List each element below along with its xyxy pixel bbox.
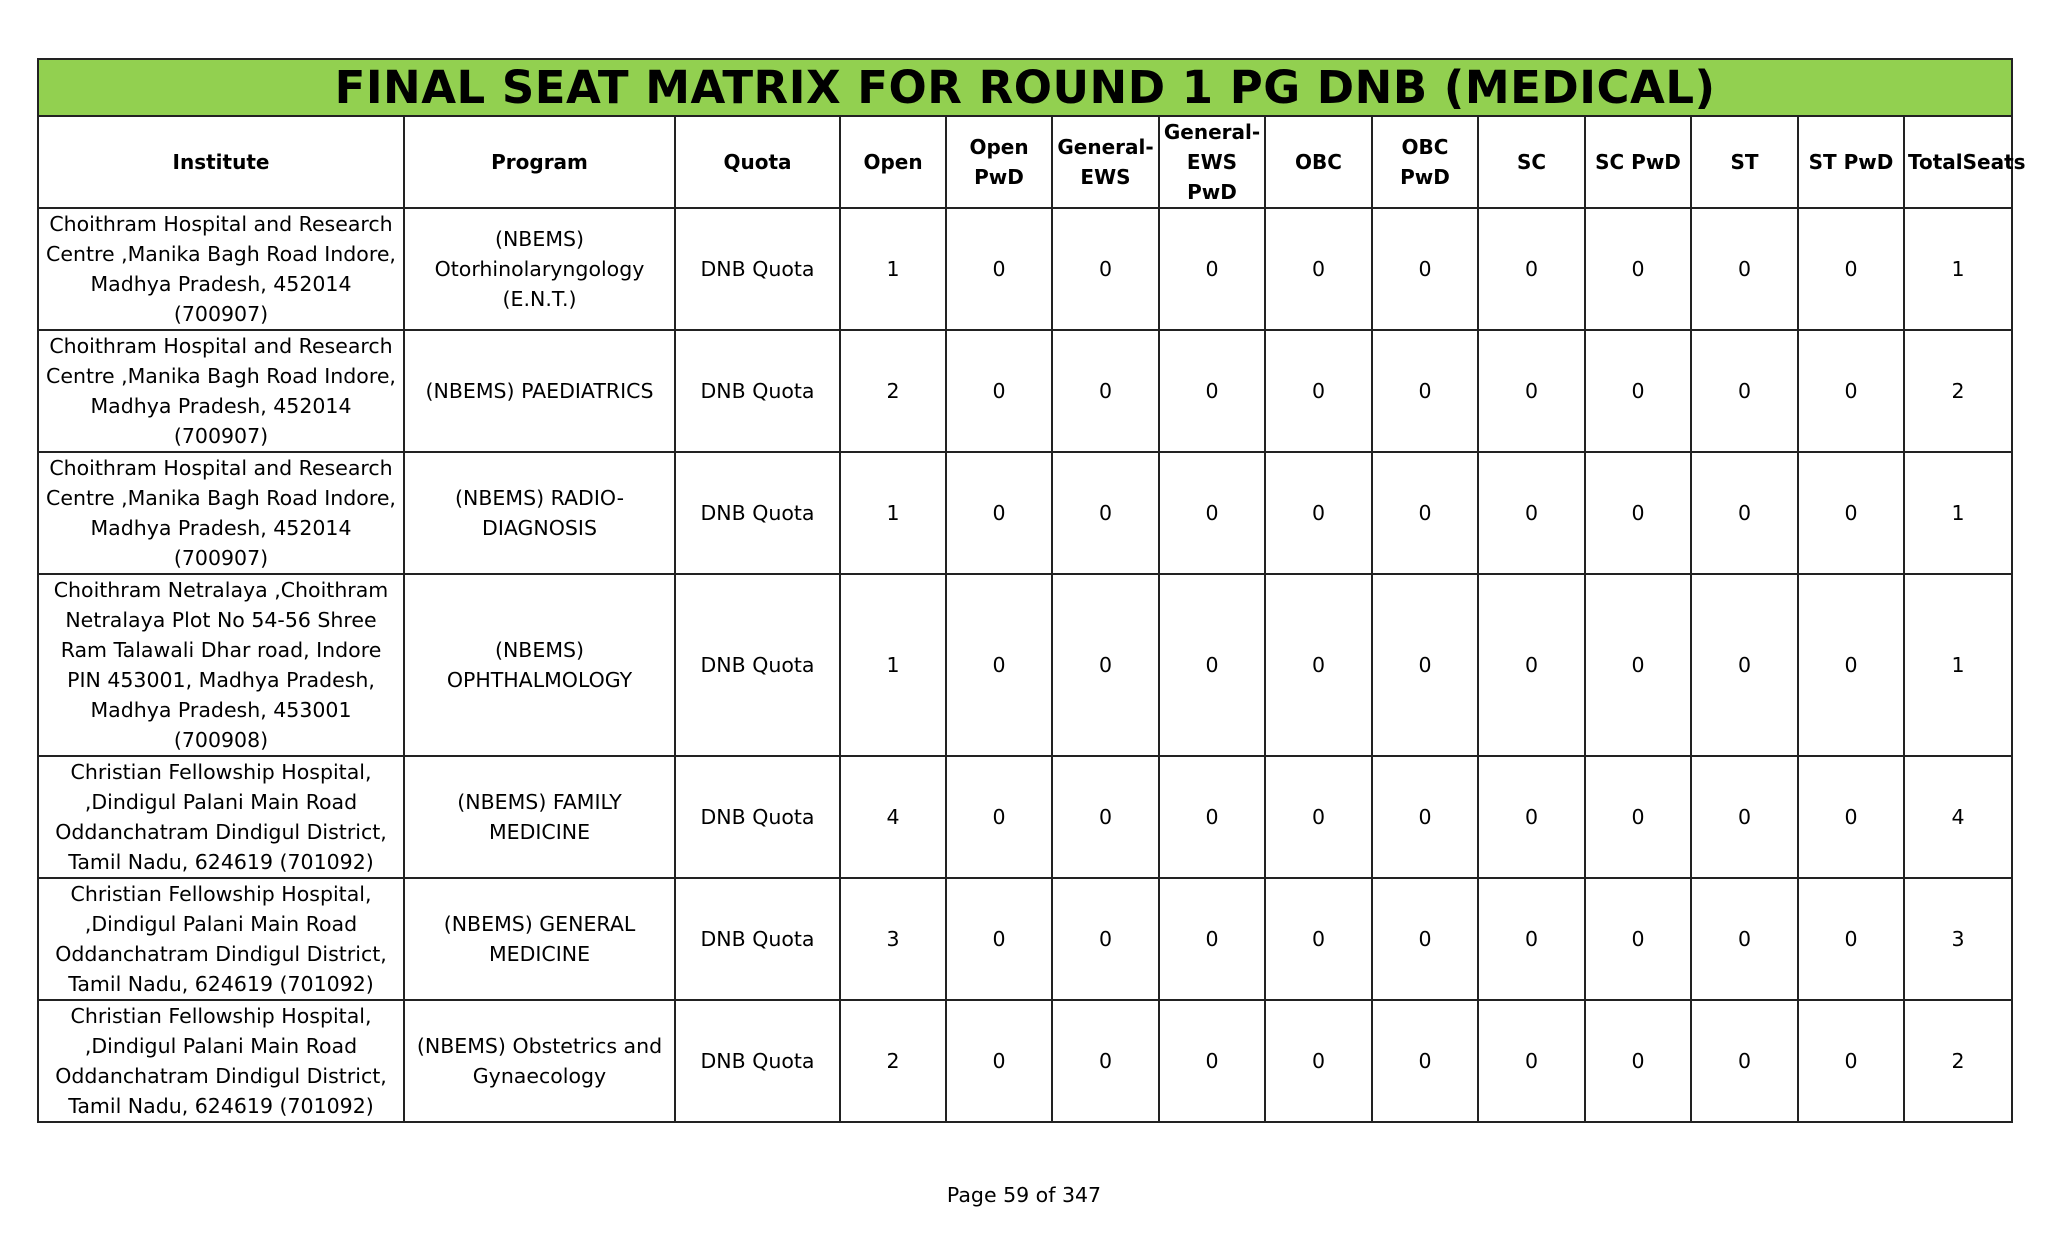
cell-sc: 0 <box>1478 756 1585 878</box>
cell-general-ews-pwd: 0 <box>1159 574 1265 756</box>
table-row <box>38 574 2012 756</box>
cell-sc: 0 <box>1478 878 1585 1000</box>
cell-total-seats: 3 <box>1904 878 2012 1000</box>
cell-st: 0 <box>1691 756 1798 878</box>
cell-institute: Choithram Hospital and Research Centre ,Manika Bagh Road Indore, Madhya Pradesh, 452014 (700907) <box>38 330 404 452</box>
cell-open-pwd: 0 <box>946 208 1052 330</box>
cell-program: (NBEMS) GENERAL MEDICINE <box>404 878 675 1000</box>
cell-sc-pwd: 0 <box>1585 878 1691 1000</box>
table-row <box>38 330 2012 452</box>
table-body <box>38 208 2012 1122</box>
header-general-ews-pwd: General-EWS PwD <box>1159 116 1265 208</box>
table-title: FINAL SEAT MATRIX FOR ROUND 1 PG DNB (MEDICAL) <box>38 59 2012 116</box>
cell-sc: 0 <box>1478 208 1585 330</box>
header-sc-pwd: SC PwD <box>1585 116 1691 208</box>
header-general-ews: General-EWS <box>1052 116 1159 208</box>
cell-open-pwd: 0 <box>946 330 1052 452</box>
header-obc: OBC <box>1265 116 1372 208</box>
cell-general-ews-pwd: 0 <box>1159 756 1265 878</box>
cell-obc: 0 <box>1265 878 1372 1000</box>
header-obc-pwd: OBC PwD <box>1372 116 1478 208</box>
cell-institute: Choithram Netralaya ,Choithram Netralaya Plot No 54-56 Shree Ram Talawali Dhar road, Indore PIN 453001, Madhya Pradesh, Madhya Pradesh, 453001 (700908) <box>38 574 404 756</box>
cell-open-pwd: 0 <box>946 574 1052 756</box>
cell-open: 1 <box>840 574 946 756</box>
cell-total-seats: 1 <box>1904 452 2012 574</box>
cell-st-pwd: 0 <box>1798 330 1904 452</box>
cell-sc-pwd: 0 <box>1585 452 1691 574</box>
cell-obc: 0 <box>1265 756 1372 878</box>
cell-institute: Christian Fellowship Hospital, ,Dindigul Palani Main Road Oddanchatram Dindigul District, Tamil Nadu, 624619 (701092) <box>38 756 404 878</box>
cell-st: 0 <box>1691 452 1798 574</box>
cell-open-pwd: 0 <box>946 1000 1052 1122</box>
cell-st: 0 <box>1691 330 1798 452</box>
cell-open: 3 <box>840 878 946 1000</box>
table-row <box>38 1000 2012 1122</box>
cell-obc: 0 <box>1265 452 1372 574</box>
header-program: Program <box>404 116 675 208</box>
cell-obc: 0 <box>1265 1000 1372 1122</box>
cell-st: 0 <box>1691 878 1798 1000</box>
header-open-pwd: Open PwD <box>946 116 1052 208</box>
cell-open: 4 <box>840 756 946 878</box>
cell-st: 0 <box>1691 1000 1798 1122</box>
cell-total-seats: 1 <box>1904 574 2012 756</box>
cell-sc-pwd: 0 <box>1585 574 1691 756</box>
page-number: Page 59 of 347 <box>946 1183 1102 1207</box>
cell-program: (NBEMS) PAEDIATRICS <box>404 330 675 452</box>
header-open: Open <box>840 116 946 208</box>
cell-obc: 0 <box>1265 208 1372 330</box>
cell-general-ews: 0 <box>1052 452 1159 574</box>
cell-general-ews: 0 <box>1052 1000 1159 1122</box>
cell-obc-pwd: 0 <box>1372 452 1478 574</box>
cell-open: 2 <box>840 1000 946 1122</box>
cell-obc: 0 <box>1265 330 1372 452</box>
header-st-pwd: ST PwD <box>1798 116 1904 208</box>
cell-sc: 0 <box>1478 452 1585 574</box>
cell-obc-pwd: 0 <box>1372 756 1478 878</box>
cell-total-seats: 2 <box>1904 330 2012 452</box>
seat-matrix-table <box>37 58 2026 1123</box>
cell-general-ews: 0 <box>1052 574 1159 756</box>
cell-general-ews: 0 <box>1052 330 1159 452</box>
cell-st-pwd: 0 <box>1798 1000 1904 1122</box>
cell-open-pwd: 0 <box>946 452 1052 574</box>
cell-program: (NBEMS) Obstetrics and Gynaecology <box>404 1000 675 1122</box>
cell-general-ews-pwd: 0 <box>1159 208 1265 330</box>
cell-obc-pwd: 0 <box>1372 574 1478 756</box>
cell-sc-pwd: 0 <box>1585 330 1691 452</box>
table-row <box>38 878 2012 1000</box>
cell-sc-pwd: 0 <box>1585 1000 1691 1122</box>
table-row <box>38 452 2012 574</box>
cell-general-ews-pwd: 0 <box>1159 1000 1265 1122</box>
cell-general-ews-pwd: 0 <box>1159 878 1265 1000</box>
cell-quota: DNB Quota <box>675 878 840 1000</box>
cell-sc-pwd: 0 <box>1585 756 1691 878</box>
cell-total-seats: 1 <box>1904 208 2012 330</box>
cell-quota: DNB Quota <box>675 330 840 452</box>
cell-general-ews-pwd: 0 <box>1159 452 1265 574</box>
cell-general-ews-pwd: 0 <box>1159 330 1265 452</box>
header-st: ST <box>1691 116 1798 208</box>
cell-program: (NBEMS) OPHTHALMOLOGY <box>404 574 675 756</box>
cell-obc-pwd: 0 <box>1372 1000 1478 1122</box>
cell-st-pwd: 0 <box>1798 756 1904 878</box>
cell-open-pwd: 0 <box>946 756 1052 878</box>
cell-quota: DNB Quota <box>675 574 840 756</box>
cell-program: (NBEMS) RADIO-DIAGNOSIS <box>404 452 675 574</box>
cell-sc: 0 <box>1478 1000 1585 1122</box>
cell-sc: 0 <box>1478 330 1585 452</box>
cell-sc: 0 <box>1478 574 1585 756</box>
cell-quota: DNB Quota <box>675 208 840 330</box>
cell-open: 1 <box>840 208 946 330</box>
cell-institute: Christian Fellowship Hospital, ,Dindigul Palani Main Road Oddanchatram Dindigul District, Tamil Nadu, 624619 (701092) <box>38 1000 404 1122</box>
cell-st: 0 <box>1691 574 1798 756</box>
header-sc: SC <box>1478 116 1585 208</box>
header-institute: Institute <box>38 116 404 208</box>
cell-open-pwd: 0 <box>946 878 1052 1000</box>
table-row <box>38 208 2012 330</box>
cell-program: (NBEMS) FAMILY MEDICINE <box>404 756 675 878</box>
cell-obc-pwd: 0 <box>1372 878 1478 1000</box>
cell-quota: DNB Quota <box>675 756 840 878</box>
cell-open: 1 <box>840 452 946 574</box>
cell-quota: DNB Quota <box>675 452 840 574</box>
header-total-seats: TotalSeats <box>1904 116 2012 208</box>
cell-st-pwd: 0 <box>1798 574 1904 756</box>
cell-total-seats: 4 <box>1904 756 2012 878</box>
cell-institute: Christian Fellowship Hospital, ,Dindigul Palani Main Road Oddanchatram Dindigul District, Tamil Nadu, 624619 (701092) <box>38 878 404 1000</box>
cell-general-ews: 0 <box>1052 756 1159 878</box>
table-row <box>38 756 2012 878</box>
cell-program: (NBEMS) Otorhinolaryngology (E.N.T.) <box>404 208 675 330</box>
header-quota: Quota <box>675 116 840 208</box>
cell-total-seats: 2 <box>1904 1000 2012 1122</box>
cell-st-pwd: 0 <box>1798 452 1904 574</box>
cell-obc: 0 <box>1265 574 1372 756</box>
cell-obc-pwd: 0 <box>1372 330 1478 452</box>
cell-sc-pwd: 0 <box>1585 208 1691 330</box>
cell-st-pwd: 0 <box>1798 878 1904 1000</box>
cell-obc-pwd: 0 <box>1372 208 1478 330</box>
cell-st: 0 <box>1691 208 1798 330</box>
cell-quota: DNB Quota <box>675 1000 840 1122</box>
cell-institute: Choithram Hospital and Research Centre ,Manika Bagh Road Indore, Madhya Pradesh, 452014 (700907) <box>38 452 404 574</box>
cell-open: 2 <box>840 330 946 452</box>
cell-institute: Choithram Hospital and Research Centre ,Manika Bagh Road Indore, Madhya Pradesh, 452014 (700907) <box>38 208 404 330</box>
cell-general-ews: 0 <box>1052 878 1159 1000</box>
cell-st-pwd: 0 <box>1798 208 1904 330</box>
cell-general-ews: 0 <box>1052 208 1159 330</box>
